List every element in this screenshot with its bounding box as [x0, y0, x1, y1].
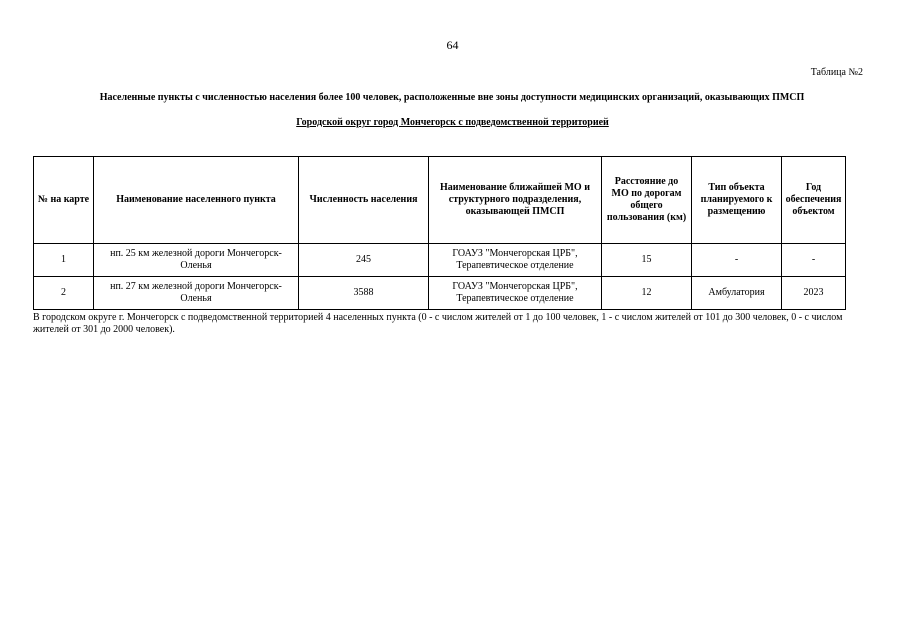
cell-map-number: 1 — [34, 244, 94, 277]
column-header-population: Численность населения — [299, 157, 429, 244]
document-subtitle: Городской округ город Мончегорск с подведомственной территорией — [296, 117, 609, 128]
document-title: Населенные пункты с численностью населения более 100 человек, расположенные вне зоны доступности медицинских организаций, оказывающих ПМСП — [99, 92, 805, 103]
cell-population: 3588 — [299, 277, 429, 310]
page-number: 64 — [446, 38, 459, 52]
column-header-year: Год обеспечения объектом — [782, 157, 846, 244]
cell-map-number: 2 — [34, 277, 94, 310]
cell-facility-type: - — [692, 244, 782, 277]
settlements-table — [33, 156, 846, 310]
cell-year: 2023 — [782, 277, 846, 310]
cell-settlement-name: нп. 27 км железной дороги Мончегорск-Оленья — [94, 277, 299, 310]
cell-distance: 12 — [602, 277, 692, 310]
footnote: В городском округе г. Мончегорск с подведомственной территорией 4 населенных пункта (0 - с числом жителей от 1 до 100 человек, 1 - с числом жителей от 101 до 300 человек, 0 - с числом жителей от 301 до 2000 человек). — [33, 312, 843, 335]
cell-settlement-name: нп. 25 км железной дороги Мончегорск-Оленья — [94, 244, 299, 277]
cell-distance: 15 — [602, 244, 692, 277]
cell-nearest-mo: ГОАУЗ "Мончегорская ЦРБ", Терапевтическое отделение — [429, 277, 602, 310]
cell-year: - — [782, 244, 846, 277]
table-header-row — [34, 157, 846, 244]
table-row — [34, 244, 846, 277]
table-row — [34, 277, 846, 310]
column-header-settlement-name: Наименование населенного пункта — [94, 157, 299, 244]
cell-nearest-mo: ГОАУЗ "Мончегорская ЦРБ", Терапевтическое отделение — [429, 244, 602, 277]
cell-facility-type: Амбулатория — [692, 277, 782, 310]
table-caption: Таблица №2 — [810, 67, 863, 78]
column-header-facility-type: Тип объекта планируемого к размещению — [692, 157, 782, 244]
column-header-nearest-mo: Наименование ближайшей МО и структурного подразделения, оказывающей ПМСП — [429, 157, 602, 244]
cell-population: 245 — [299, 244, 429, 277]
column-header-map-number: № на карте — [34, 157, 94, 244]
column-header-distance: Расстояние до МО по дорогам общего пользования (км) — [602, 157, 692, 244]
